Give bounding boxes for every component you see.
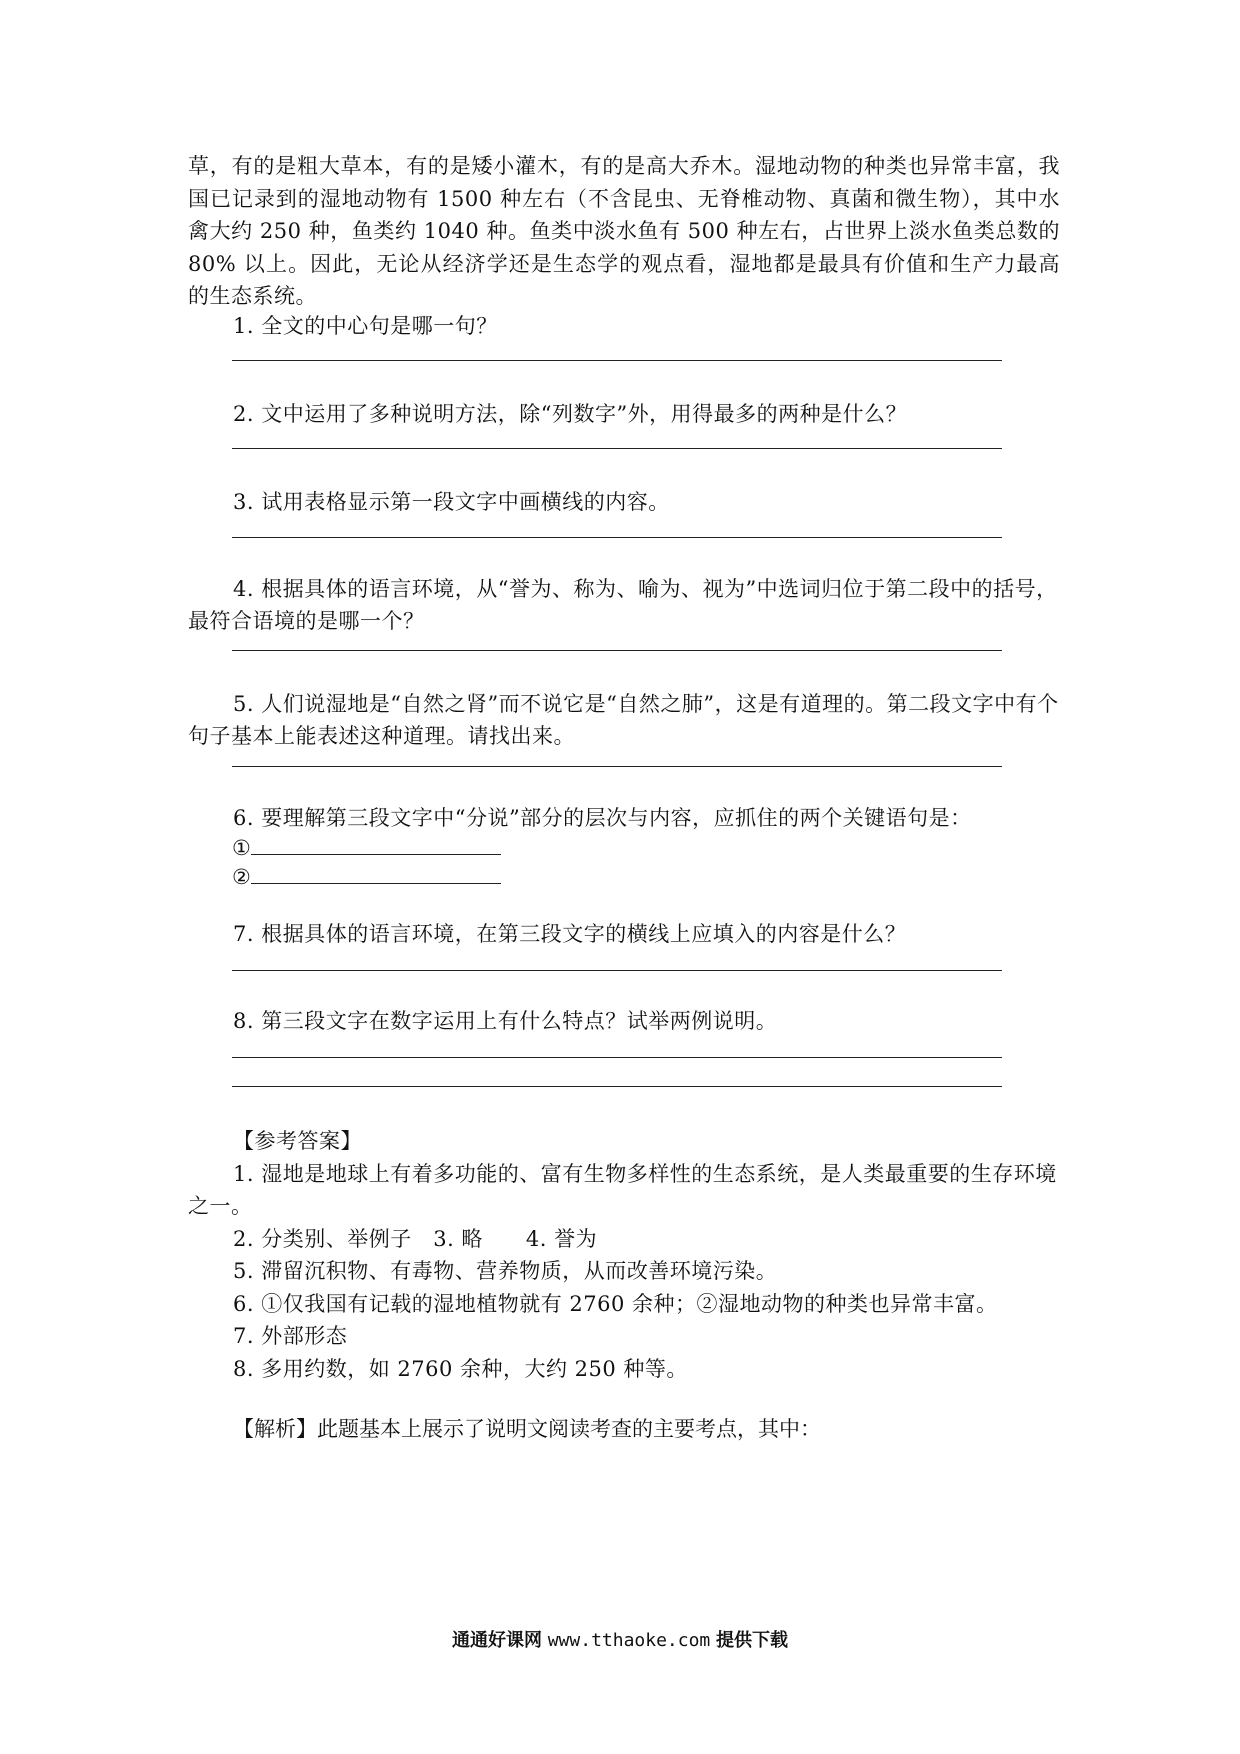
blank-underline-2[interactable] [251, 861, 501, 884]
key-sentence-blank-2[interactable] [232, 861, 501, 892]
answer-line-8b[interactable] [232, 1086, 1002, 1087]
question-1-text: 1. 全文的中心句是哪一句？ [233, 314, 498, 338]
key-sentence-blank-1[interactable] [232, 832, 501, 863]
answer-line-4[interactable] [232, 650, 1002, 651]
answer-item-4: 6. ①仅我国有记载的湿地植物就有 2760 余种；②湿地动物的种类也异常丰富。 [233, 1291, 998, 1316]
footer-site-name: 通通好课网 [451, 1630, 542, 1651]
question-4 [188, 573, 1060, 637]
answer-item-2: 2. 分类别、举例子 3. 略 4. 誉为 [233, 1226, 598, 1251]
blank-underline-1[interactable] [251, 832, 501, 855]
answer-item-3: 5. 滞留沉积物、有毒物、营养物质，从而改善环境污染。 [233, 1259, 778, 1283]
answer-line-8a[interactable] [232, 1057, 1002, 1058]
question-3 [188, 486, 1060, 518]
question-4-text: 4. 根据具体的语言环境，从“誉为、称为、喻为、视为”中选词归位于第二段中的括号，最符合语境的是哪一个？ [188, 577, 1058, 633]
answer-line-1[interactable] [232, 360, 1002, 361]
question-8 [188, 1005, 1060, 1037]
question-5-text: 5. 人们说湿地是“自然之肾”而不说它是“自然之肺”，这是有道理的。第二段文字中有个句子基本上能表述这种道理。请找出来。 [188, 692, 1059, 748]
question-6-text: 6. 要理解第三段文字中“分说”部分的层次与内容，应抓住的两个关键语句是： [233, 806, 972, 830]
question-8-text: 8. 第三段文字在数字运用上有什么特点？试举两例说明。 [233, 1009, 778, 1033]
answer-line-5[interactable] [232, 766, 1002, 767]
answer-line-7[interactable] [232, 970, 1002, 971]
question-1 [188, 310, 1060, 342]
question-3-text: 3. 试用表格显示第一段文字中画横线的内容。 [233, 490, 670, 514]
question-6 [188, 802, 1060, 834]
reference-answers [188, 1125, 1060, 1385]
question-7-text: 7. 根据具体的语言环境，在第三段文字的横线上应填入的内容是什么？ [233, 922, 907, 946]
circled-number-1: ① [232, 836, 251, 860]
answer-item-6: 8. 多用约数，如 2760 余种，大约 250 种等。 [233, 1356, 688, 1381]
answers-title: 【参考答案】 [233, 1129, 362, 1153]
answer-line-3[interactable] [232, 537, 1002, 538]
answer-item-1: 1. 湿地是地球上有着多功能的、富有生物多样性的生态系统，是人类最重要的生存环境之一。 [188, 1161, 1057, 1218]
footer-url[interactable]: www.tthaoke.com [547, 1630, 711, 1651]
question-2 [188, 398, 1060, 430]
analysis-paragraph: 【解析】此题基本上展示了说明文阅读考查的主要考点，其中： [233, 1417, 821, 1441]
passage-paragraph: 草，有的是粗大草本，有的是矮小灌木，有的是高大乔木。湿地动物的种类也异常丰富，我国已记录到的湿地动物有 1500 种左右（不含昆虫、无脊椎动物、真菌和微生物），其中水禽大约 250 种，鱼类约 1040 种。鱼类中淡水鱼有 500 种左右，占世界上淡水鱼类总数的 80% 以上。因此，无论从经济学还是生态学的观点看，湿地都是最具有价值和生产力最高的生态系统。 [188, 154, 1060, 308]
question-2-text: 2. 文中运用了多种说明方法，除“列数字”外，用得最多的两种是什么？ [233, 402, 908, 426]
question-7 [188, 918, 1060, 950]
page-footer [0, 1626, 1240, 1652]
answer-item-5: 7. 外部形态 [233, 1324, 348, 1348]
question-5 [188, 688, 1060, 752]
circled-number-2: ② [232, 865, 251, 889]
answer-line-2[interactable] [232, 448, 1002, 449]
footer-suffix: 提供下载 [716, 1630, 789, 1651]
